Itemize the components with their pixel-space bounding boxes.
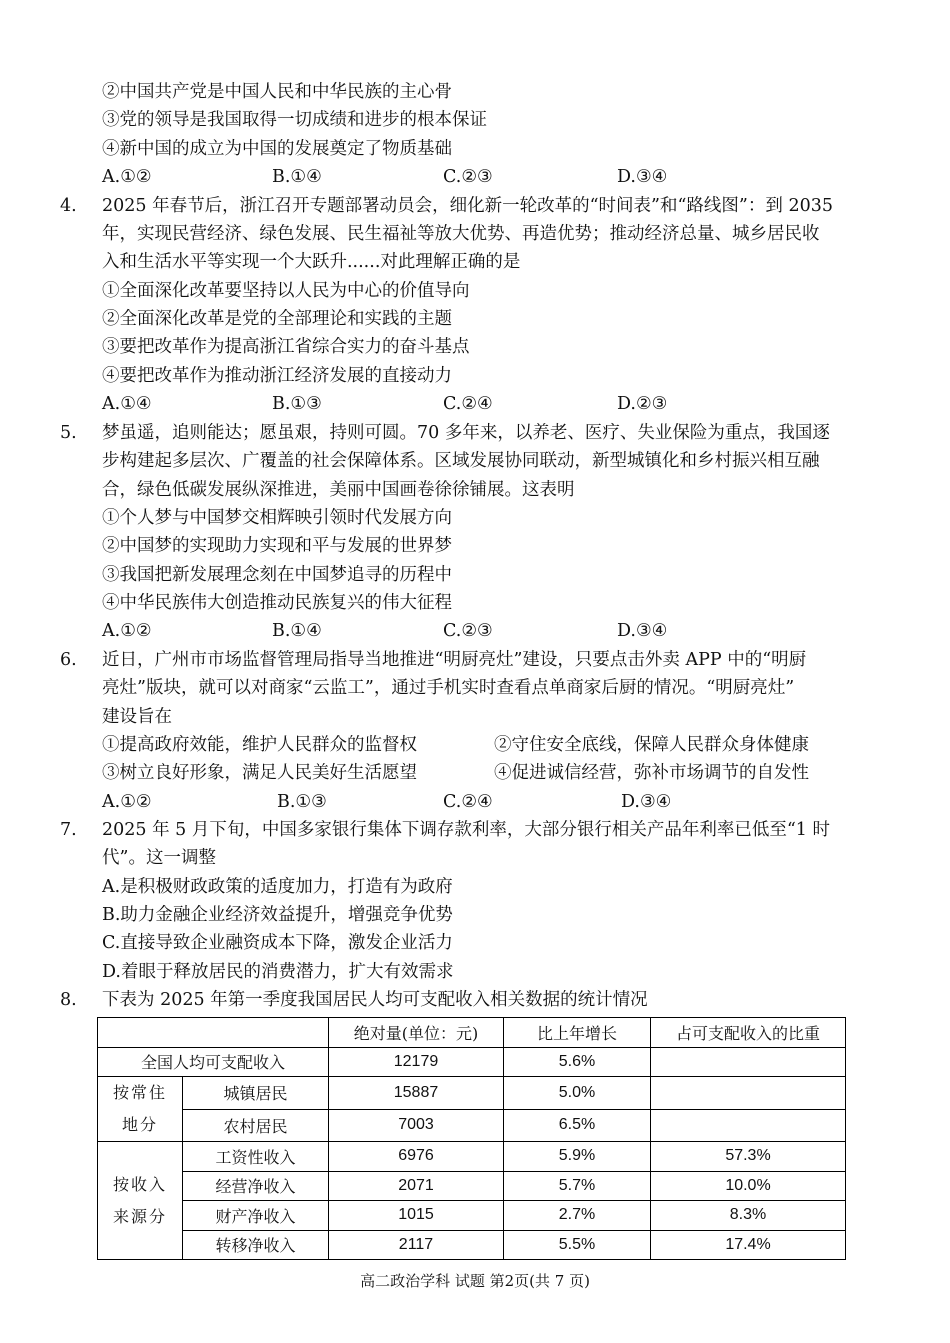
growth-cell: 5.9% <box>504 1142 651 1172</box>
q5-option-b: B.①④ <box>272 621 322 641</box>
q6-item-3: ③树立良好形象，满足人民美好生活愿望 <box>102 763 417 783</box>
share-cell <box>651 1109 846 1142</box>
q5-option-c: C.②③ <box>443 621 493 641</box>
q7-stem-1: 2025 年 5 月下旬，中国多家银行集体下调存款利率，大部分银行相关产品年利率已低至“1 时 <box>102 820 830 840</box>
q6-number: 6. <box>60 650 77 670</box>
q5-number: 5. <box>60 423 77 443</box>
q5-item-4: ④中华民族伟大创造推动民族复兴的伟大征程 <box>102 593 452 613</box>
q3-option-d: D.③④ <box>617 167 668 187</box>
q3-option-a: A.①② <box>102 167 152 187</box>
growth-cell: 5.6% <box>504 1047 651 1077</box>
row-label: 经营净收入 <box>183 1171 329 1201</box>
table-row <box>98 1077 846 1110</box>
table-header-row <box>98 1018 846 1048</box>
q5-item-1: ①个人梦与中国梦交相辉映引领时代发展方向 <box>102 508 452 528</box>
table-row <box>98 1230 846 1260</box>
share-cell <box>651 1077 846 1110</box>
table-row <box>98 1142 846 1172</box>
row-label: 城镇居民 <box>183 1077 329 1110</box>
q5-stem-2: 步构建起多层次、广覆盖的社会保障体系。区域发展协同联动，新型城镇化和乡村振兴相互融 <box>102 451 820 471</box>
amount-cell: 2117 <box>329 1230 504 1260</box>
q6-option-d: D.③④ <box>621 792 672 812</box>
amount-cell: 6976 <box>329 1142 504 1172</box>
q7-option-a: A.是积极财政政策的适度加力，打造有为政府 <box>102 877 453 897</box>
page-footer: 高二政治学科 试题 第2页(共 7 页) <box>360 1272 590 1290</box>
q6-item-1: ①提高政府效能，维护人民群众的监督权 <box>102 735 417 755</box>
q4-item-4: ④要把改革作为推动浙江经济发展的直接动力 <box>102 366 452 386</box>
q6-option-b: B.①③ <box>277 792 327 812</box>
q8-number: 8. <box>60 990 77 1010</box>
table-row <box>98 1201 846 1231</box>
row-label: 全国人均可支配收入 <box>98 1047 329 1077</box>
amount-cell: 7003 <box>329 1109 504 1142</box>
q4-option-d: D.②③ <box>617 394 668 414</box>
row-label: 财产净收入 <box>183 1201 329 1231</box>
q3-option-b: B.①④ <box>272 167 322 187</box>
q7-option-d: D.着眼于释放居民的消费潜力，扩大有效需求 <box>102 962 454 982</box>
q6-stem-2: 亮灶”版块，就可以对商家“云监工”，通过手机实时查看点单商家后厨的情况。“明厨亮灶” <box>102 678 795 698</box>
table-header-amount: 绝对量(单位：元) <box>329 1018 504 1048</box>
q5-option-a: A.①② <box>102 621 152 641</box>
q4-item-1: ①全面深化改革要坚持以人民为中心的价值导向 <box>102 281 470 301</box>
q4-number: 4. <box>60 196 77 216</box>
q6-option-c: C.②④ <box>443 792 493 812</box>
q4-stem-1: 2025 年春节后，浙江召开专题部署动员会，细化新一轮改革的“时间表”和“路线图”：到 2035 <box>102 196 833 216</box>
q5-item-3: ③我国把新发展理念刻在中国梦追寻的历程中 <box>102 565 452 585</box>
row-label: 农村居民 <box>183 1109 329 1142</box>
q5-stem-3: 合，绿色低碳发展纵深推进，美丽中国画卷徐徐铺展。这表明 <box>102 480 575 500</box>
q4-stem-3: 入和生活水平等实现一个大跃升......对此理解正确的是 <box>102 252 521 272</box>
q6-option-a: A.①② <box>102 792 152 812</box>
table-header-blank <box>98 1018 329 1048</box>
q3-item-2: ②中国共产党是中国人民和中华民族的主心骨 <box>102 82 452 102</box>
amount-cell: 1015 <box>329 1201 504 1231</box>
group-label-residence <box>98 1077 183 1142</box>
q4-option-a: A.①④ <box>102 394 152 414</box>
group-label-source <box>98 1142 183 1260</box>
q5-item-2: ②中国梦的实现助力实现和平与发展的世界梦 <box>102 536 452 556</box>
amount-cell: 12179 <box>329 1047 504 1077</box>
group-label-text: 按常住地分 <box>113 1083 168 1134</box>
q5-stem-1: 梦虽遥，追则能达；愿虽艰，持则可圆。70 多年来，以养老、医疗、失业保险为重点，我国逐 <box>102 423 830 443</box>
row-label: 工资性收入 <box>183 1142 329 1172</box>
q3-item-3: ③党的领导是我国取得一切成绩和进步的根本保证 <box>102 110 487 130</box>
share-cell: 57.3% <box>651 1142 846 1172</box>
q6-stem-3: 建设旨在 <box>102 707 172 727</box>
table-row <box>98 1171 846 1201</box>
share-cell <box>651 1047 846 1077</box>
table-row <box>98 1109 846 1142</box>
q3-item-4: ④新中国的成立为中国的发展奠定了物质基础 <box>102 139 452 159</box>
q8-stem: 下表为 2025 年第一季度我国居民人均可支配收入相关数据的统计情况 <box>102 990 648 1010</box>
growth-cell: 5.5% <box>504 1230 651 1260</box>
q7-number: 7. <box>60 820 77 840</box>
share-cell: 8.3% <box>651 1201 846 1231</box>
q4-option-b: B.①③ <box>272 394 322 414</box>
q6-stem-1: 近日，广州市市场监督管理局指导当地推进“明厨亮灶”建设，只要点击外卖 APP 中的“明厨 <box>102 650 807 670</box>
q7-option-c: C.直接导致企业融资成本下降，激发企业活力 <box>102 933 453 953</box>
q4-option-c: C.②④ <box>443 394 493 414</box>
table-header-share: 占可支配收入的比重 <box>651 1018 846 1048</box>
q4-item-2: ②全面深化改革是党的全部理论和实践的主题 <box>102 309 452 329</box>
growth-cell: 5.7% <box>504 1171 651 1201</box>
table-header-growth: 比上年增长 <box>504 1018 651 1048</box>
q3-option-c: C.②③ <box>443 167 493 187</box>
amount-cell: 2071 <box>329 1171 504 1201</box>
growth-cell: 5.0% <box>504 1077 651 1110</box>
q6-item-2: ②守住安全底线，保障人民群众身体健康 <box>494 735 809 755</box>
amount-cell: 15887 <box>329 1077 504 1110</box>
table-row <box>98 1047 846 1077</box>
growth-cell: 2.7% <box>504 1201 651 1231</box>
q4-item-3: ③要把改革作为提高浙江省综合实力的奋斗基点 <box>102 337 470 357</box>
q6-item-4: ④促进诚信经营，弥补市场调节的自发性 <box>494 763 809 783</box>
income-statistics-table <box>97 1017 846 1260</box>
q5-option-d: D.③④ <box>617 621 668 641</box>
share-cell: 17.4% <box>651 1230 846 1260</box>
q7-option-b: B.助力金融企业经济效益提升，增强竞争优势 <box>102 905 453 925</box>
q4-stem-2: 年，实现民营经济、绿色发展、民生福祉等放大优势、再造优势；推动经济总量、城乡居民收 <box>102 224 820 244</box>
share-cell: 10.0% <box>651 1171 846 1201</box>
q7-stem-2: 代”。这一调整 <box>102 848 216 868</box>
group-label-text: 按收入来源分 <box>112 1174 167 1226</box>
growth-cell: 6.5% <box>504 1109 651 1142</box>
row-label: 转移净收入 <box>183 1230 329 1260</box>
